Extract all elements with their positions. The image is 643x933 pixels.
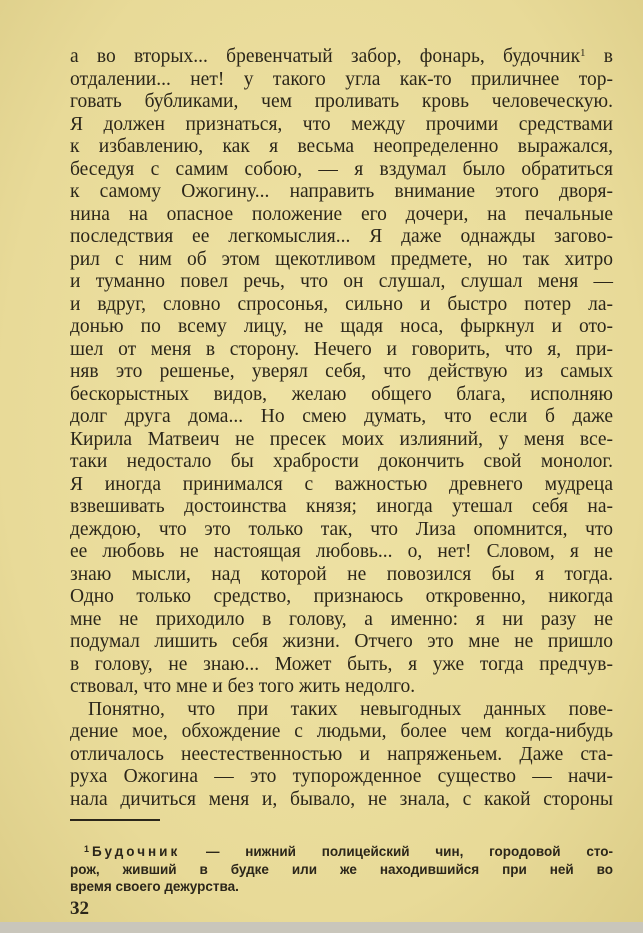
text-line: говать бубликами, чем проливать кровь человеческую.	[70, 91, 613, 112]
text-line: взвешивать достоинства князя; иногда утешал себя на-	[70, 496, 613, 517]
text-line: Одно только средство, признаюсь откровенно, никогда	[70, 586, 613, 607]
footnote-divider	[70, 819, 160, 821]
footnote-line: время своего дежурства.	[70, 879, 239, 894]
text-line: к избавлению, как я весьма неопределенно выражался,	[70, 136, 613, 157]
text-line: в голову, не знаю... Может быть, я уже тогда предчув-	[70, 653, 613, 675]
text-line: мне не приходило в голову, а именно: я ни разу не	[70, 608, 613, 630]
text-line: таки недостало бы храбрости докончить свой монолог.	[70, 451, 613, 472]
text-line: знаю мысли, над которой не повозился бы я тогда.	[70, 563, 613, 585]
text-line	[70, 46, 613, 69]
text-line: няв это решенье, уверял себя, что действую из самых	[70, 361, 613, 382]
text-line: дение мое, обхождение с людьми, более чем когда-нибудь	[70, 721, 613, 742]
text-line: нина на опасное положение его дочери, на печальные	[70, 203, 613, 225]
text-line: отдалении... нет! у такого угла как-то приличнее тор-	[70, 68, 613, 90]
text-line: бескорыстных видов, желаю общего блага, исполняю	[70, 383, 613, 405]
text-line: последствия ее легкомыслия... Я даже однажды загово-	[70, 226, 613, 247]
text-line: деждою, что это только так, что Лиза опомнится, что	[70, 518, 613, 540]
text-line: отличалось неестественностью и напряженьем. Даже ста-	[70, 743, 613, 765]
footnote	[70, 841, 613, 896]
footnote-term: Будочник	[92, 844, 181, 859]
text-line: Я иногда принимался с важностью древнего мудреца	[70, 473, 613, 495]
text-line: ствовал, что мне и без того жить недолго.	[70, 676, 416, 697]
text-line: донью по всему лицу, не щадя носа, фыркнул и ото-	[70, 316, 613, 337]
footnote-line	[70, 841, 613, 861]
text-lines	[70, 69, 613, 812]
text-line-content: а во вторых... бревенчатый забор, фонарь, будочник	[70, 46, 581, 67]
footnote-marker: 1	[84, 844, 90, 854]
scan-edge	[0, 922, 643, 933]
text-line: нала дичиться меня и, бывало, не знала, с какой стороны	[70, 788, 613, 810]
text-line: рил с ним об этом щекотливом предмете, но так хитро	[70, 248, 613, 270]
text-line: к самому Ожогину... направить внимание этого дворя-	[70, 181, 613, 202]
footnote-text: — нижний полицейский чин, городовой сто-	[180, 844, 613, 859]
footnote-reference: 1	[580, 47, 586, 59]
text-line: беседуя с самим собою, — я вздумал было обратиться	[70, 158, 613, 180]
page-number: 32	[70, 898, 89, 919]
text-line: Кирила Матвеич не пресек моих излияний, у меня все-	[70, 428, 613, 450]
text-line: подумал лишить себя жизни. Отчего это мне не пришло	[70, 631, 613, 652]
footnote-line: рож, живший в будке или же находившийся при ней во	[70, 861, 613, 877]
text-line: долг друга дома... Но смею думать, что если б даже	[70, 406, 613, 427]
text-line-tail: в	[585, 46, 613, 67]
text-line: Понятно, что при таких невыгодных данных пове-	[88, 698, 613, 720]
text-line: и туманно повел речь, что он слушал, слушал меня —	[70, 271, 613, 292]
text-line: Я должен признаться, что между прочими средствами	[70, 113, 613, 135]
text-line: шел от меня в сторону. Нечего и говорить, что я, при-	[70, 338, 613, 360]
main-text	[70, 46, 613, 811]
text-line: руха Ожогина — это тупорожденное существо — начи-	[70, 766, 613, 787]
text-line: ее любовь не настоящая любовь... о, нет! Словом, я не	[70, 541, 613, 562]
text-line: и вдруг, словно спросонья, сильно и быстро потер ла-	[70, 293, 613, 315]
